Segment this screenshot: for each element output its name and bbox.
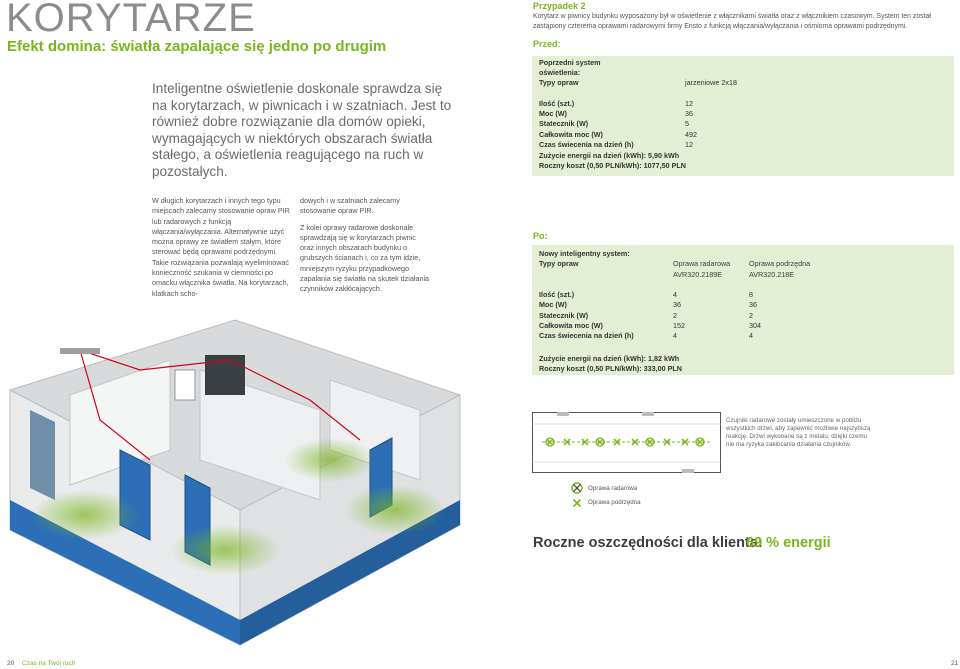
cabinet	[175, 370, 195, 400]
after-model-a: AVR320.2189E	[673, 270, 723, 279]
before-row-label: Moc (W)	[539, 109, 567, 118]
sensor-wave-2	[170, 525, 280, 575]
lead-paragraph: Inteligentne oświetlenie doskonale sprawdza się na korytarzach, w piwnicach i w szatniach. Jest to również dobre rozwiązanie dla domów opieki, wymagających w niektórych obszarach światła stałego, a oświetlenia reagującego na ruch w pozostałych.	[152, 81, 452, 179]
before-cost: Roczny koszt (0,50 PLN/kWh): 1077,50 PLN	[539, 161, 686, 170]
legend-radar-label: Oprawa radarowa	[588, 485, 638, 492]
elevator-door	[30, 410, 55, 500]
diagram-note: Czujniki radarowe zostały umieszczone w pobliżu wszystkich drzwi, aby zapewnić możliwie najszybszą reakcję. Drzwi wykonane są z metalu, dzięki czemu nie ma ryzyka zakłócania działania czujników.	[726, 417, 871, 448]
after-row-b: 4	[749, 331, 753, 340]
after-row-a: 36	[673, 300, 681, 309]
before-row-value: 36	[685, 109, 693, 118]
after-type-a: Oprawa radarowa	[673, 259, 731, 268]
after-row-b: 304	[749, 321, 761, 330]
after-system-label: Nowy inteligentny system:	[539, 249, 630, 258]
ceiling-lights	[60, 348, 100, 354]
page-subtitle: Efekt domina: światła zapalające się jedno po drugim	[7, 38, 387, 55]
after-row-label: Ilość (szt.)	[539, 290, 575, 299]
after-model-b: AVR320.218E	[749, 270, 795, 279]
sensor-wave-1	[30, 490, 140, 540]
after-type-b: Oprawa podrzędna	[749, 259, 811, 268]
after-row-a: 4	[673, 290, 677, 299]
case-title: Przypadek 2	[533, 1, 586, 11]
before-type-label: Typy opraw	[539, 78, 579, 87]
corridor-diagram	[532, 412, 732, 474]
legend-slave-icon	[570, 496, 584, 510]
body-column-1: W długich korytarzach i innych tego typu miejscach zalecamy stosowanie opraw PIR lub radarowych z funkcją włączania/wyłączania. Alternatywnie użyć można oprawy ze światłem stałym, które sterować będą oprawami podrzędnymi. Takie rozwiązania pozwalają wyeliminować konieczność szukania w ciemności po omacku włącznika światła. Na korytarzach, klatkach scho-	[152, 196, 290, 298]
case-description: Korytarz w piwnicy budynku wyposażony był w oświetlenie z włącznikami światła oraz z włącznikiem czasowym. System ten został zastąpiony czterema oprawami radarowymi firmy Ensto z funkcją włączania/wyłączania i ośmioma oprawami podrzędnymi.	[533, 13, 931, 30]
publication-name: Czas na Twój ruch	[22, 660, 76, 667]
door-mark	[642, 412, 654, 416]
before-system-label: Poprzedni system oświetlenia:	[539, 58, 601, 77]
before-row-value: 12	[685, 99, 693, 108]
before-row-label: Ilość (szt.)	[539, 99, 575, 108]
after-row-a: 152	[673, 321, 685, 330]
page-title: KORYTARZE	[6, 0, 256, 40]
before-table	[532, 56, 954, 176]
before-row-value: 492	[685, 130, 697, 139]
after-label: Po:	[533, 231, 548, 241]
before-type-value: jarzeniowe 2x18	[685, 78, 737, 87]
before-row-value: 5	[685, 119, 689, 128]
after-row-a: 2	[673, 311, 677, 320]
after-table	[532, 245, 954, 375]
before-row-value: 12	[685, 140, 693, 149]
after-cost: Roczny koszt (0,50 PLN/kWh): 333,00 PLN	[539, 364, 682, 373]
page-number-left: 20	[7, 660, 15, 667]
body-column-2	[300, 196, 430, 301]
after-energy: Zużycie energii na dzień (kWh): 1,82 kWh	[539, 354, 680, 363]
building-illustration	[0, 300, 470, 650]
after-row-label: Moc (W)	[539, 300, 567, 309]
door-mark	[557, 412, 569, 416]
after-row-label: Statecznik (W)	[539, 311, 589, 320]
savings-label: Roczne oszczędności dla klienta:	[533, 535, 763, 551]
body-column-2-paragraph-2: Z kolei oprawy radarowe doskonale sprawdzają się w korytarzach piwnic oraz innych obszarach budynku o grubszych ścianach i, co za tym idzie, mniejszym ryzyku przypadkowego zapalania się światła na skutek działania czynników zakłócających.	[300, 222, 430, 294]
after-row-b: 8	[749, 290, 753, 299]
body-column-2-paragraph-1: dowych i w szatniach zalecamy stosowanie opraw PIR.	[300, 196, 400, 216]
before-row-label: Statecznik (W)	[539, 119, 589, 128]
savings-value: 69 % energii	[746, 535, 831, 551]
before-row-label: Całkowita moc (W)	[539, 130, 603, 139]
before-energy: Zużycie energii na dzień (kWh): 5,90 kWh	[539, 151, 680, 160]
page-number-right: 21	[951, 660, 959, 667]
after-row-a: 4	[673, 331, 677, 340]
legend-slave-label: Oprawa podrzędna	[588, 499, 641, 506]
before-row-label: Czas świecenia na dzień (h)	[539, 140, 634, 149]
sensor-wave-3	[345, 485, 445, 535]
sensor-wave-4	[285, 438, 375, 482]
footer-left	[7, 660, 75, 667]
after-row-label: Czas świecenia na dzień (h)	[539, 331, 634, 340]
after-row-b: 36	[749, 300, 757, 309]
after-row-label: Całkowita moc (W)	[539, 321, 603, 330]
after-row-b: 2	[749, 311, 753, 320]
legend-radar-icon	[570, 481, 584, 495]
after-type-label: Typy opraw	[539, 259, 579, 268]
door-mark	[682, 469, 694, 473]
before-label: Przed:	[533, 39, 561, 49]
